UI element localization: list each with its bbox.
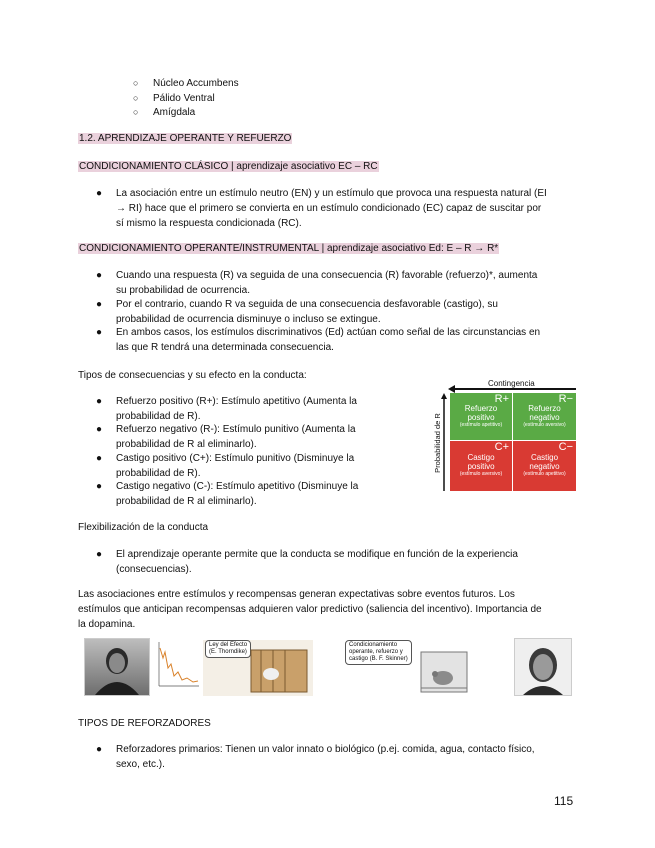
bullet-icon: ● <box>96 396 103 407</box>
bullet-icon: ● <box>96 549 103 560</box>
bullet-icon: ● <box>96 327 103 338</box>
probability-label: Probabilidad de R <box>433 413 442 473</box>
reinforcers-heading: TIPOS DE REFORZADORES <box>78 718 211 729</box>
matrix-cell-r-plus: R+ Refuerzo positivo (estímulo apetitivo) <box>450 393 512 440</box>
bullet-icon: ● <box>96 188 103 199</box>
puzzle-box-icon <box>249 644 311 696</box>
learning-curve <box>153 638 201 694</box>
skinner-box-figure <box>345 640 470 696</box>
flex-heading: Flexibilización de la conducta <box>78 522 209 533</box>
learning-curve-icon <box>153 638 201 694</box>
bullet-icon: ● <box>96 481 103 492</box>
section-title: 1.2. APRENDIZAJE OPERANTE Y REFUERZO <box>79 133 292 144</box>
circle-bullet-icon: ○ <box>133 107 139 117</box>
skinner-box-icon <box>419 648 469 696</box>
contingency-matrix <box>430 379 576 491</box>
page-number: 115 <box>554 794 574 808</box>
circle-bullet-icon: ○ <box>133 93 139 103</box>
probability-arrow-icon <box>441 393 447 491</box>
bullet-icon: ● <box>96 744 103 755</box>
types-intro: Tipos de consecuencias y su efecto en la conducta: <box>78 370 307 381</box>
bullet-icon: ● <box>96 453 103 464</box>
skinner-label: Condicionamiento operante, refuerzo y castigo (B. F. Skinner) <box>345 640 412 665</box>
matrix-cell-c-minus: C− Castigo negativo (estímulo apetitivo) <box>513 441 576 491</box>
contingency-arrow-icon <box>448 385 576 393</box>
bullet-icon: ● <box>96 270 103 281</box>
portrait-icon <box>515 639 571 695</box>
puzzle-box-figure <box>203 640 313 696</box>
law-of-effect-label: Ley del Efecto (E. Thorndike) <box>205 640 251 658</box>
thorndike-portrait <box>84 638 150 696</box>
operant-heading: CONDICIONAMIENTO OPERANTE/INSTRUMENTAL | aprendizaje asociativo Ed: E – R → R* <box>79 243 499 254</box>
circle-bullet-icon: ○ <box>133 78 139 88</box>
bullet-icon: ● <box>96 299 103 310</box>
portrait-icon <box>85 639 149 695</box>
matrix-cell-c-plus: C+ Castigo positivo (estímulo aversivo) <box>450 441 512 491</box>
skinner-portrait <box>514 638 572 696</box>
matrix-cell-r-minus: R− Refuerzo negativo (estímulo aversivo) <box>513 393 576 440</box>
bullet-icon: ● <box>96 424 103 435</box>
contingency-label: Contingencia <box>488 379 535 388</box>
associations-paragraph: Las asociaciones entre estímulos y recompensas generan expectativas sobre eventos futuros. Los estímulos que anticipan recompensas adquieren valor predictivo (saliencia del incentivo). Importancia de la dopamina. <box>78 589 542 630</box>
classical-heading: CONDICIONAMIENTO CLÁSICO | aprendizaje asociativo EC – RC <box>79 161 378 172</box>
